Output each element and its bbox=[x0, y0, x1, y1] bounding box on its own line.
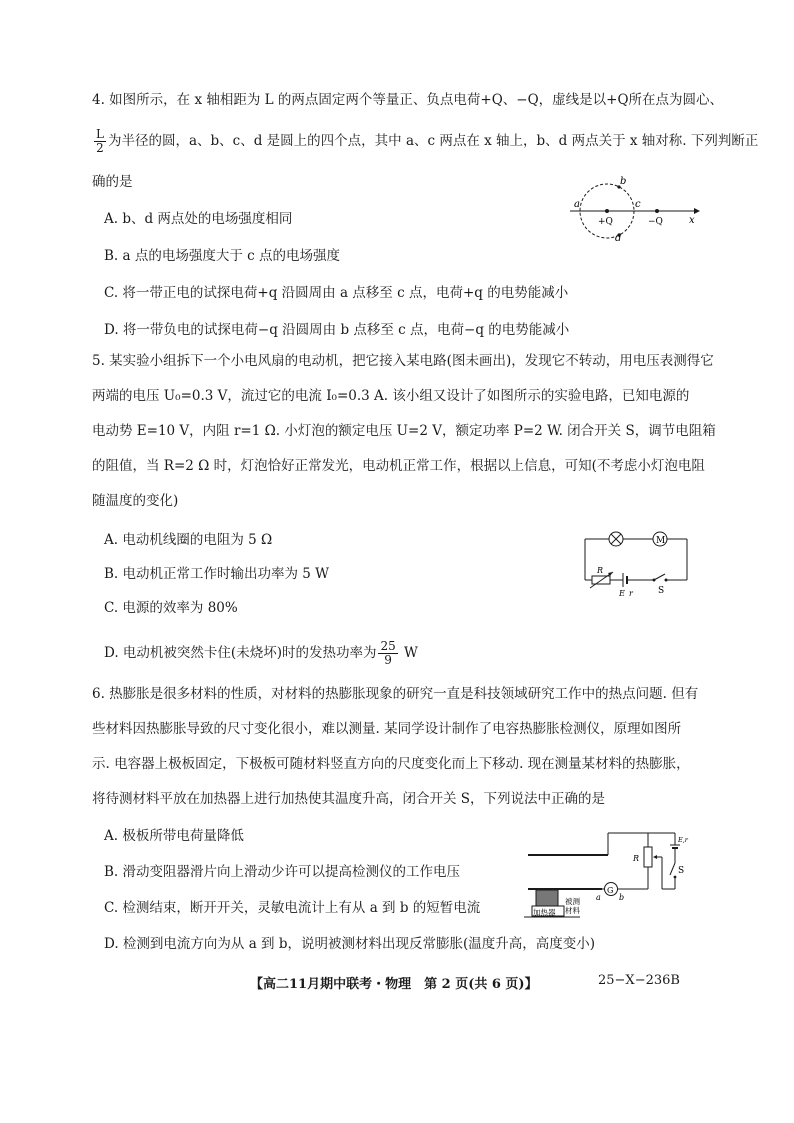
fig-resistor-label: R bbox=[597, 566, 604, 575]
page-footer-title: 【高二11月期中联考・物理 第 2 页(共 6 页)】 bbox=[250, 977, 538, 992]
q4-option-b: B. a 点的电场强度大于 c 点的电场强度 bbox=[104, 248, 340, 264]
fig-motor-label: M bbox=[656, 536, 666, 546]
q4-option-d: D. 将一带负电的试探电荷−q 沿圆周由 b 点移至 c 点，电荷−q 的电势能减小 bbox=[104, 322, 570, 338]
fig-material-label-1: 被测 bbox=[565, 897, 580, 906]
q6-stem-line1: 6. 热膨胀是很多材料的性质，对材料的热膨胀现象的研究一直是科技领域研究工作中的热点问题. 但有 bbox=[92, 686, 699, 702]
fig-label-a: a bbox=[574, 199, 580, 210]
q6-option-c: C. 检测结束，断开开关，灵敏电流计上有从 a 到 b 的短暂电流 bbox=[104, 900, 481, 916]
fig-internal-r-label: r bbox=[629, 589, 633, 598]
fig-label-d: d bbox=[615, 233, 622, 242]
q5-stem-line2: 两端的电压 U₀=0.3 V，流过它的电流 I₀=0.3 A. 该小组又设计了如图所示的实验电路，已知电源的 bbox=[92, 388, 690, 404]
fig-rheostat-label: R bbox=[633, 854, 640, 863]
q6-option-b: B. 滑动变阻器滑片向上滑动少许可以提高检测仪的工作电压 bbox=[104, 864, 461, 880]
q5-stem-line5: 随温度的变化) bbox=[92, 493, 179, 509]
fig-switch-label: S bbox=[658, 586, 665, 596]
q4-stem-line2: $\frac{L}{2}$ 为半径的圆，a、b、c、d 是圆上的四个点，其中 a、c 两点在 x 轴上，b、d 两点关于 x 轴对称. 下列判断正 bbox=[96, 127, 759, 155]
q4-charge-figure bbox=[562, 174, 702, 242]
q5-stem-line4: 的阻值，当 R=2 Ω 时，灯泡恰好正常发光，电动机正常工作，根据以上信息，可知(不考虑小灯泡电阻 bbox=[92, 458, 705, 474]
page-footer-code: 25−X−236B bbox=[598, 973, 680, 988]
fig-label-minus-q: −Q bbox=[648, 217, 663, 227]
q5-option-c: C. 电源的效率为 80% bbox=[104, 600, 238, 616]
fig-switch-label: S bbox=[678, 866, 685, 876]
fig-label-a: a bbox=[596, 893, 601, 902]
q4-fraction: $\frac{L}{2}$ bbox=[96, 127, 104, 155]
fig-label-b: b bbox=[619, 893, 625, 902]
fig-emf-label: E bbox=[619, 589, 625, 598]
q5-option-d: D. 电动机被突然卡住(未烧坏)时的发热功率为 $\frac{25}{9}$ W bbox=[104, 639, 418, 667]
fig-heater-label: 加热器 bbox=[533, 908, 556, 917]
q5-circuit-figure bbox=[575, 525, 695, 600]
q5-option-a: A. 电动机线圈的电阻为 5 Ω bbox=[104, 532, 273, 548]
q5-fraction: $\frac{25}{9}$ bbox=[380, 639, 396, 667]
fig-galvanometer-label: G bbox=[607, 886, 614, 895]
q6-stem-line3: 示. 电容器上极板固定，下极板可随材料竖直方向的尺度变化而上下移动. 现在测量某材料的热膨胀， bbox=[92, 756, 690, 772]
q6-stem-line2: 些材料因热膨胀导致的尺寸变化很小，难以测量. 某同学设计制作了电容热膨胀检测仪，原理如图所 bbox=[92, 721, 682, 737]
q6-option-a: A. 极板所带电荷量降低 bbox=[104, 828, 244, 844]
fig-battery-label: E,r bbox=[678, 836, 688, 844]
q6-option-d: D. 检测到电流方向为从 a 到 b，说明被测材料出现反常膨胀(温度升高，高度变小) bbox=[104, 936, 596, 952]
q6-capacitor-figure bbox=[520, 825, 695, 925]
fig-label-c: c bbox=[635, 199, 641, 210]
q4-option-c: C. 将一带正电的试探电荷+q 沿圆周由 a 点移至 c 点，电荷+q 的电势能减小 bbox=[104, 285, 569, 301]
fig-label-x: x bbox=[689, 215, 695, 226]
fig-material-label-2: 材料 bbox=[565, 906, 580, 915]
q4-option-a: A. b、d 两点处的电场强度相同 bbox=[104, 211, 293, 227]
fig-label-plus-q: +Q bbox=[598, 217, 613, 227]
q5-stem-line1: 5. 某实验小组拆下一个小电风扇的电动机，把它接入某电路(图未画出)，发现它不转动，用电压表测得它 bbox=[92, 353, 714, 369]
q4-stem-line3: 确的是 bbox=[92, 174, 133, 190]
fig-label-b: b bbox=[620, 176, 627, 187]
q4-stem-line1: 4. 如图所示，在 x 轴相距为 L 的两点固定两个等量正、负点电荷+Q、−Q，虚线是以+Q所在点为圆心、 bbox=[92, 92, 724, 108]
q6-stem-line4: 将待测材料平放在加热器上进行加热使其温度升高，闭合开关 S，下列说法中正确的是 bbox=[92, 791, 606, 807]
q5-stem-line3: 电动势 E=10 V，内阻 r=1 Ω. 小灯泡的额定电压 U=2 V，额定功率 P=2 W. 闭合开关 S，调节电阻箱 bbox=[92, 423, 716, 439]
q5-option-b: B. 电动机正常工作时输出功率为 5 W bbox=[104, 566, 330, 582]
